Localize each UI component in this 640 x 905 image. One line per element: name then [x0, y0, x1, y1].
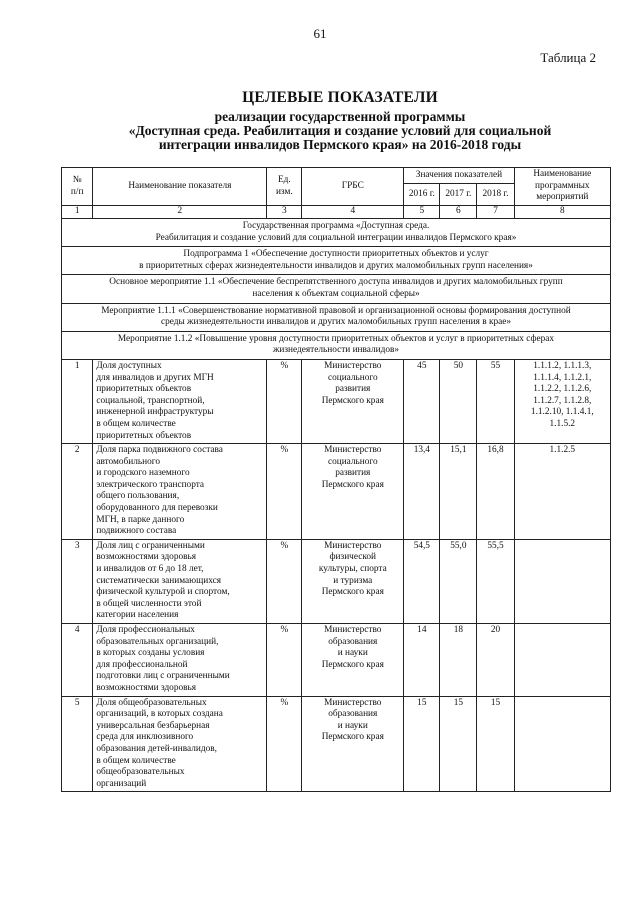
grbs-cell: Министерство социального развития Пермского края: [302, 359, 404, 443]
subtitle-line: реализации государственной программы: [214, 109, 466, 124]
value-2017: 15: [440, 696, 477, 792]
grbs-cell: Министерство социального развития Пермского края: [302, 444, 404, 540]
header-year: 2017 г.: [440, 184, 477, 206]
targets-table: [61, 167, 611, 792]
column-number: 1: [62, 206, 93, 219]
header-grbs: ГРБС: [302, 168, 404, 206]
column-number: 8: [514, 206, 610, 219]
document-subtitle: [40, 110, 640, 152]
section-subprogram: Подпрограмма 1 «Обеспечение доступности приоритетных объектов и услуг в приоритетных сферах жизнедеятельности инвалидов и других маломобильных групп населения»: [62, 247, 611, 275]
measures-cell: [514, 696, 610, 792]
header-year: 2016 г.: [404, 184, 440, 206]
table-row: [62, 624, 611, 697]
grbs-cell: Министерство образования и науки Пермского края: [302, 624, 404, 697]
subtitle-line: «Доступная среда. Реабилитация и создание условий для социальной: [128, 123, 552, 138]
header-measures: Наименование программных мероприятий: [514, 168, 610, 206]
header-name: Наименование показателя: [93, 168, 267, 206]
unit-cell: %: [267, 624, 302, 697]
column-number: 4: [302, 206, 404, 219]
measures-cell: 1.1.1.2, 1.1.1.3, 1.1.1.4, 1.1.2.1, 1.1.2.2, 1.1.2.6, 1.1.2.7, 1.1.2.8, 1.1.2.10, 1.1.4.1, 1.1.5.2: [514, 359, 610, 443]
column-number: 2: [93, 206, 267, 219]
section-program: Государственная программа «Доступная среда. Реабилитация и создание условий для социальной интеграции инвалидов Пермского края»: [62, 219, 611, 247]
table-row: [62, 359, 611, 443]
column-number: 7: [477, 206, 514, 219]
indicator-name: Доля общеобразовательных организаций, в которых создана универсальная безбарьерная среда для инклюзивного образования детей-инвалидов, в общем количестве общеобразовательных организаций: [93, 696, 267, 792]
value-2018: 16,8: [477, 444, 514, 540]
table-row: [62, 444, 611, 540]
measures-cell: [514, 539, 610, 623]
value-2017: 15,1: [440, 444, 477, 540]
table-row: [62, 539, 611, 623]
header-values-group: Значения показателей: [404, 168, 514, 184]
section-measure: Мероприятие 1.1.1 «Совершенствование нормативной правовой и организационной основы формирования доступной среды жизнедеятельности инвалидов и других маломобильных групп населения в крае»: [62, 303, 611, 331]
value-2018: 15: [477, 696, 514, 792]
value-2017: 18: [440, 624, 477, 697]
value-2017: 55,0: [440, 539, 477, 623]
row-number: 5: [62, 696, 93, 792]
indicator-name: Доля лиц с ограниченными возможностями здоровья и инвалидов от 6 до 18 лет, систематически занимающихся физической культурой и спортом, в общей численности этой категории населения: [93, 539, 267, 623]
value-2016: 14: [404, 624, 440, 697]
indicator-name: Доля профессиональных образовательных организаций, в которых созданы условия для профессиональной подготовки лиц с ограниченными возможностями здоровья: [93, 624, 267, 697]
row-number: 1: [62, 359, 93, 443]
unit-cell: %: [267, 539, 302, 623]
header-num: № п/п: [62, 168, 93, 206]
row-number: 4: [62, 624, 93, 697]
row-number: 3: [62, 539, 93, 623]
header-unit: Ед. изм.: [267, 168, 302, 206]
section-measure: Мероприятие 1.1.2 «Повышение уровня доступности приоритетных объектов и услуг в приоритетных сферах жизнедеятельности инвалидов»: [62, 331, 611, 359]
table-label: Таблица 2: [540, 50, 596, 65]
column-number: 3: [267, 206, 302, 219]
section-main-measure: Основное мероприятие 1.1 «Обеспечение беспрепятственного доступа инвалидов и других маломобильных групп населения к объектам социальной сферы»: [62, 275, 611, 303]
measures-cell: 1.1.2.5: [514, 444, 610, 540]
unit-cell: %: [267, 444, 302, 540]
value-2016: 15: [404, 696, 440, 792]
measures-cell: [514, 624, 610, 697]
value-2017: 50: [440, 359, 477, 443]
unit-cell: %: [267, 359, 302, 443]
indicator-name: Доля парка подвижного состава автомобильного и городского наземного электрического транспорта общего пользования, оборудованного для перевозки МГН, в парке данного подвижного состава: [93, 444, 267, 540]
value-2016: 13,4: [404, 444, 440, 540]
grbs-cell: Министерство образования и науки Пермского края: [302, 696, 404, 792]
value-2018: 55: [477, 359, 514, 443]
value-2016: 45: [404, 359, 440, 443]
row-number: 2: [62, 444, 93, 540]
header-year: 2018 г.: [477, 184, 514, 206]
value-2018: 20: [477, 624, 514, 697]
indicator-name: Доля доступных для инвалидов и других МГН приоритетных объектов социальной, транспортной, инженерной инфраструктуры в общем количестве приоритетных объектов: [93, 359, 267, 443]
value-2018: 55,5: [477, 539, 514, 623]
value-2016: 54,5: [404, 539, 440, 623]
page-number: 61: [313, 26, 327, 41]
column-number: 5: [404, 206, 440, 219]
subtitle-line: интеграции инвалидов Пермского края» на 2016-2018 годы: [158, 137, 522, 152]
column-number: 6: [440, 206, 477, 219]
grbs-cell: Министерство физической культуры, спорта и туризма Пермского края: [302, 539, 404, 623]
unit-cell: %: [267, 696, 302, 792]
table-row: [62, 696, 611, 792]
document-title: ЦЕЛЕВЫЕ ПОКАЗАТЕЛИ: [242, 89, 438, 106]
